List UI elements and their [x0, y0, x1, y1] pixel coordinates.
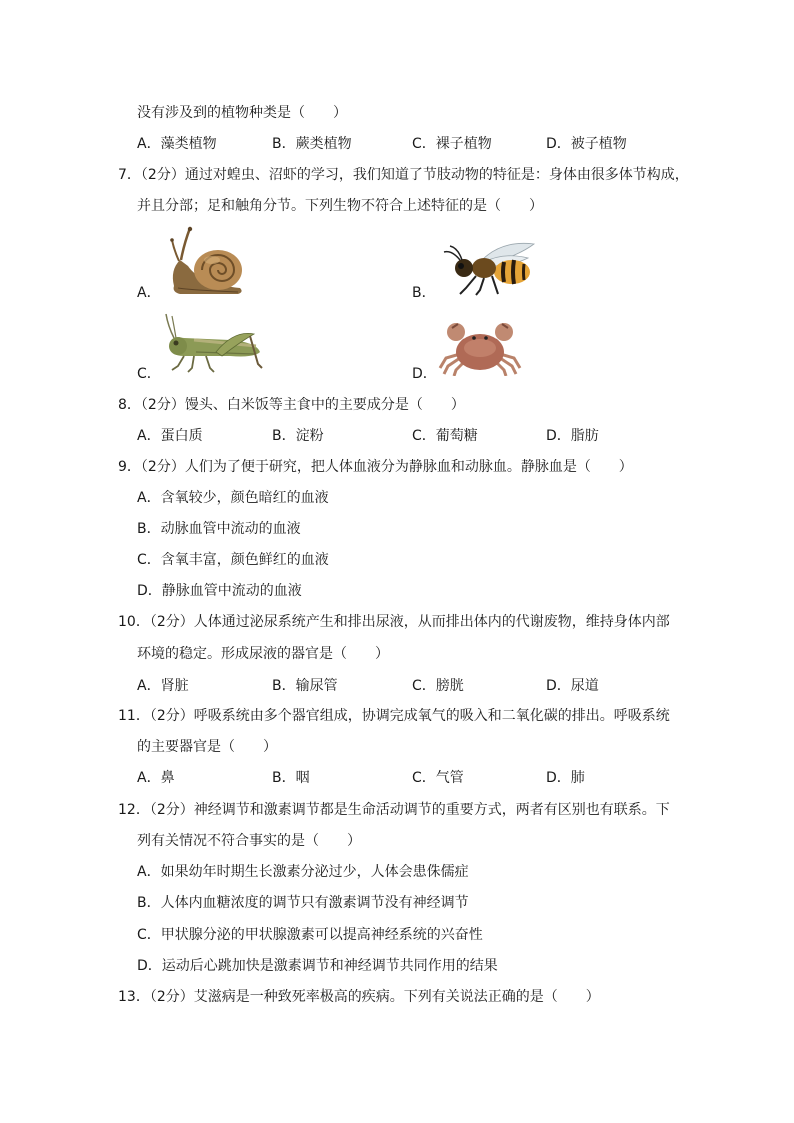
- q6-option-a: A．藻类植物: [137, 136, 217, 152]
- q8-option-c: C．葡萄糖: [412, 428, 478, 444]
- q9-stem: 9．（2分）人们为了便于研究，把人体血液分为静脉血和动脉血。静脉血是（ ）: [118, 459, 633, 475]
- q7-stem-line1: 7．（2分）通过对蝗虫、沼虾的学习，我们知道了节肢动物的特征是：身体由很多体节构成，: [118, 167, 689, 183]
- q10-stem-line1: 10．（2分）人体通过泌尿系统产生和排出尿液，从而排出体内的代谢废物，维持身体内部: [118, 614, 670, 630]
- q7-label-d: D．: [412, 366, 437, 382]
- q12-stem-line2: 列有关情况不符合事实的是（ ）: [137, 833, 361, 849]
- q10-stem-line2: 环境的稳定。形成尿液的器官是（ ）: [137, 646, 389, 662]
- q10-option-d: D．尿道: [546, 678, 599, 694]
- q8-option-a: A．蛋白质: [137, 428, 203, 444]
- q6-option-d: D．被子植物: [546, 136, 627, 152]
- q12-stem-line1: 12．（2分）神经调节和激素调节都是生命活动调节的重要方式，两者有区别也有联系。下: [118, 802, 670, 818]
- q11-stem-line1: 11．（2分）呼吸系统由多个器官组成，协调完成氧气的吸入和二氧化碳的排出。呼吸系统: [118, 708, 670, 724]
- q11-stem-line2: 的主要器官是（ ）: [137, 739, 277, 755]
- q11-option-b: B．咽: [272, 770, 310, 786]
- bee-image: [432, 238, 536, 296]
- q7-label-a: A．: [137, 285, 161, 301]
- q12-option-d: D．运动后心跳加快是激素调节和神经调节共同作用的结果: [137, 958, 498, 974]
- q9-option-c: C．含氧丰富，颜色鲜红的血液: [137, 552, 329, 568]
- grasshopper-image: [160, 312, 264, 374]
- q12-option-c: C．甲状腺分泌的甲状腺激素可以提高神经系统的兴奋性: [137, 927, 483, 943]
- q7-stem-line2: 并且分部；足和触角分节。下列生物不符合上述特征的是（ ）: [137, 198, 543, 214]
- q13-stem: 13．（2分）艾滋病是一种致死率极高的疾病。下列有关说法正确的是（ ）: [118, 989, 600, 1005]
- q9-option-a: A．含氧较少，颜色暗红的血液: [137, 490, 329, 506]
- q12-option-a: A．如果幼年时期生长激素分泌过少，人体会患侏儒症: [137, 864, 469, 880]
- q10-option-c: C．膀胱: [412, 678, 464, 694]
- q9-option-b: B．动脉血管中流动的血液: [137, 521, 301, 537]
- q11-option-c: C．气管: [412, 770, 464, 786]
- q6-option-c: C．裸子植物: [412, 136, 492, 152]
- q6-option-b: B．蕨类植物: [272, 136, 352, 152]
- q8-option-d: D．脂肪: [546, 428, 599, 444]
- q6-stem-tail: 没有涉及到的植物种类是（ ）: [137, 105, 347, 121]
- q11-option-d: D．肺: [546, 770, 585, 786]
- q12-option-b: B．人体内血糖浓度的调节只有激素调节没有神经调节: [137, 895, 469, 911]
- crab-image: [436, 318, 524, 376]
- q8-stem: 8．（2分）馒头、白米饭等主食中的主要成分是（ ）: [118, 397, 465, 413]
- q7-label-c: C．: [137, 366, 161, 382]
- q7-label-b: B．: [412, 285, 436, 301]
- q8-option-b: B．淀粉: [272, 428, 324, 444]
- q11-option-a: A．鼻: [137, 770, 175, 786]
- snail-image: [160, 226, 246, 296]
- q10-option-a: A．肾脏: [137, 678, 189, 694]
- q9-option-d: D．静脉血管中流动的血液: [137, 583, 302, 599]
- q10-option-b: B．输尿管: [272, 678, 338, 694]
